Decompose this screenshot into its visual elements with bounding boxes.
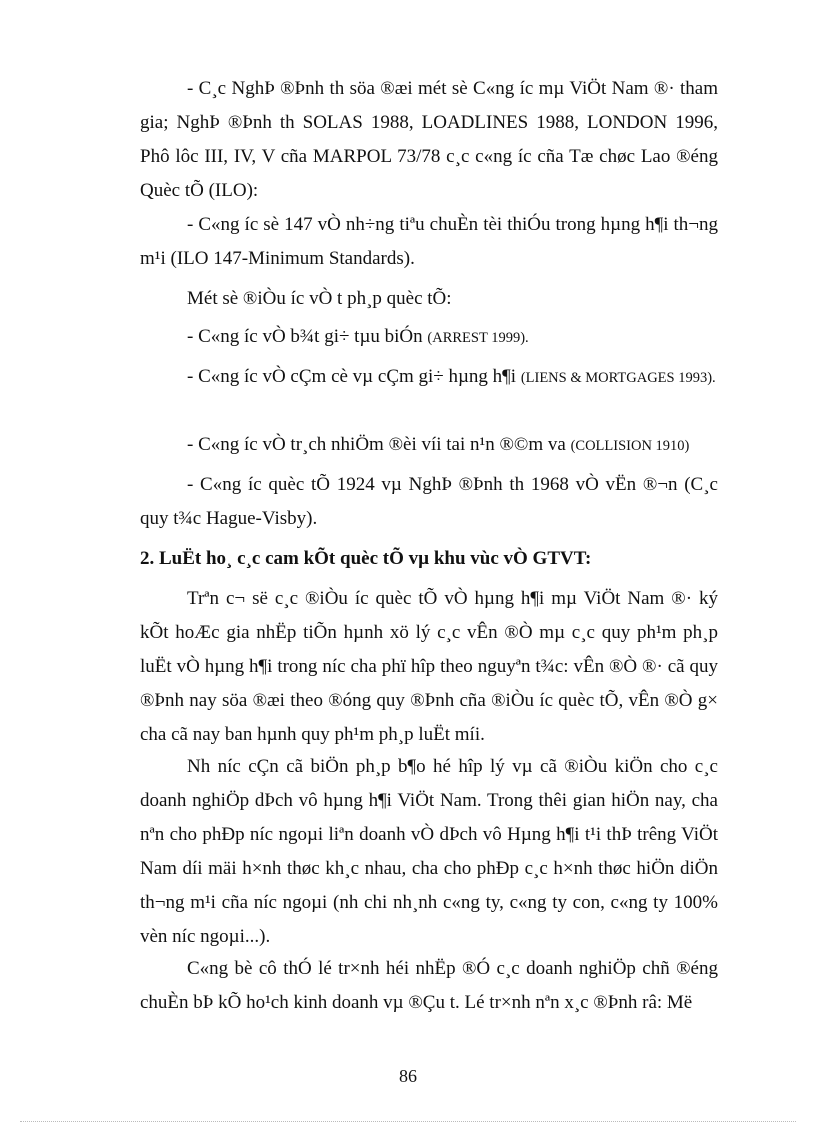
paragraph-legalization: Trªn c¬ së c¸c ®iÒu íc quèc tÕ vÒ hµng h¶i mµ ViÖt Nam ®· ký kÕt hoÆc gia nhËp tiÕn hµnh xö lý c¸c vÊn ®Ò mµ c¸c quy ph¹m ph¸p luËt vÒ hµng h¶i trong níc cha phï hîp theo nguyªn t¾c: vÊn ®Ò ®· cã quy ®Þnh nay söa ®æi theo ®óng quy ®Þnh cña ®iÒu íc quèc tÕ, vÊn ®Ò g× cha cã nay ban hµnh quy ph¹m ph¸p luËt míi. <box>140 588 718 745</box>
paragraph-protection: Nh níc cÇn cã biÖn ph¸p b¶o hé hîp lý vµ cã ®iÒu kiÖn cho c¸c doanh nghiÖp dÞch vô hµng h¶i ViÖt Nam. Trong thêi gian hiÖn nay, cha nªn cho phÐp níc ngoµi liªn doanh vÒ dÞch vô Hµng h¶i t¹i thÞ trêng ViÖt Nam díi mäi h×nh thøc kh¸c nhau, cha cho phÐp c¸c h×nh thøc hiÖn diÖn th¬ng m¹i cña níc ngoµi (nh chi nh¸nh c«ng ty, c«ng ty con, c«ng ty 100% vèn níc ngoµi...). <box>140 756 718 947</box>
paragraph-decrees: - C¸c NghÞ ®Þnh th söa ®æi mét sè C«ng íc mµ ViÖt Nam ®· tham gia; NghÞ ®Þnh th SOLAS 1988, LOADLINES 1988, LONDON 1996, Phô lôc III, IV, V cña MARPOL 73/78 c¸c c«ng íc cña Tæ chøc Lao ®éng Quèc tÕ (ILO): <box>140 78 718 201</box>
paragraph-hague-visby: - C«ng íc quèc tÕ 1924 vµ NghÞ ®Þnh th 1968 vÒ vËn ®¬n (C¸c quy t¾c Hague-Visby). <box>140 474 718 529</box>
liens-convention-text: - C«ng íc vÒ cÇm cè vµ cÇm gi÷ hµng h¶i <box>187 366 517 387</box>
liens-convention-code: (LIENS & MORTGAGES 1993). <box>520 370 716 386</box>
paragraph-collision-convention <box>140 428 718 463</box>
section-heading: 2. LuËt ho¸ c¸c cam kÕt quèc tÕ vµ khu vùc vÒ GTVT: <box>140 548 592 569</box>
collision-convention-text: - C«ng íc vÒ tr¸ch nhiÖm ®èi víi tai n¹n ®©m va <box>187 434 566 455</box>
footer-divider <box>20 1121 796 1122</box>
paragraph-roadmap: C«ng bè cô thÓ lé tr×nh héi nhËp ®Ó c¸c doanh nghiÖp chñ ®éng chuÈn bÞ kÕ ho¹ch kinh doanh vµ ®Çu t. Lé tr×nh nªn x¸c ®Þnh râ: Më <box>140 958 718 1013</box>
arrest-convention-code: (ARREST 1999). <box>427 330 529 346</box>
page-number: 86 <box>399 1066 417 1086</box>
collision-convention-code: (COLLISION 1910) <box>570 438 690 454</box>
arrest-convention-text: - C«ng íc vÒ b¾t gi÷ tµu biÓn <box>187 326 423 347</box>
paragraph-ilo-147: - C«ng íc sè 147 vÒ nh÷ng tiªu chuÈn tèi thiÓu trong hµng h¶i th¬ng m¹i (ILO 147-Minimum Standards). <box>140 214 718 269</box>
paragraph-arrest-convention <box>140 320 718 355</box>
paragraph-liens-convention <box>140 360 718 395</box>
paragraph-private-law-intro: Mét sè ®iÒu íc vÒ t ph¸p quèc tÕ: <box>187 288 452 309</box>
